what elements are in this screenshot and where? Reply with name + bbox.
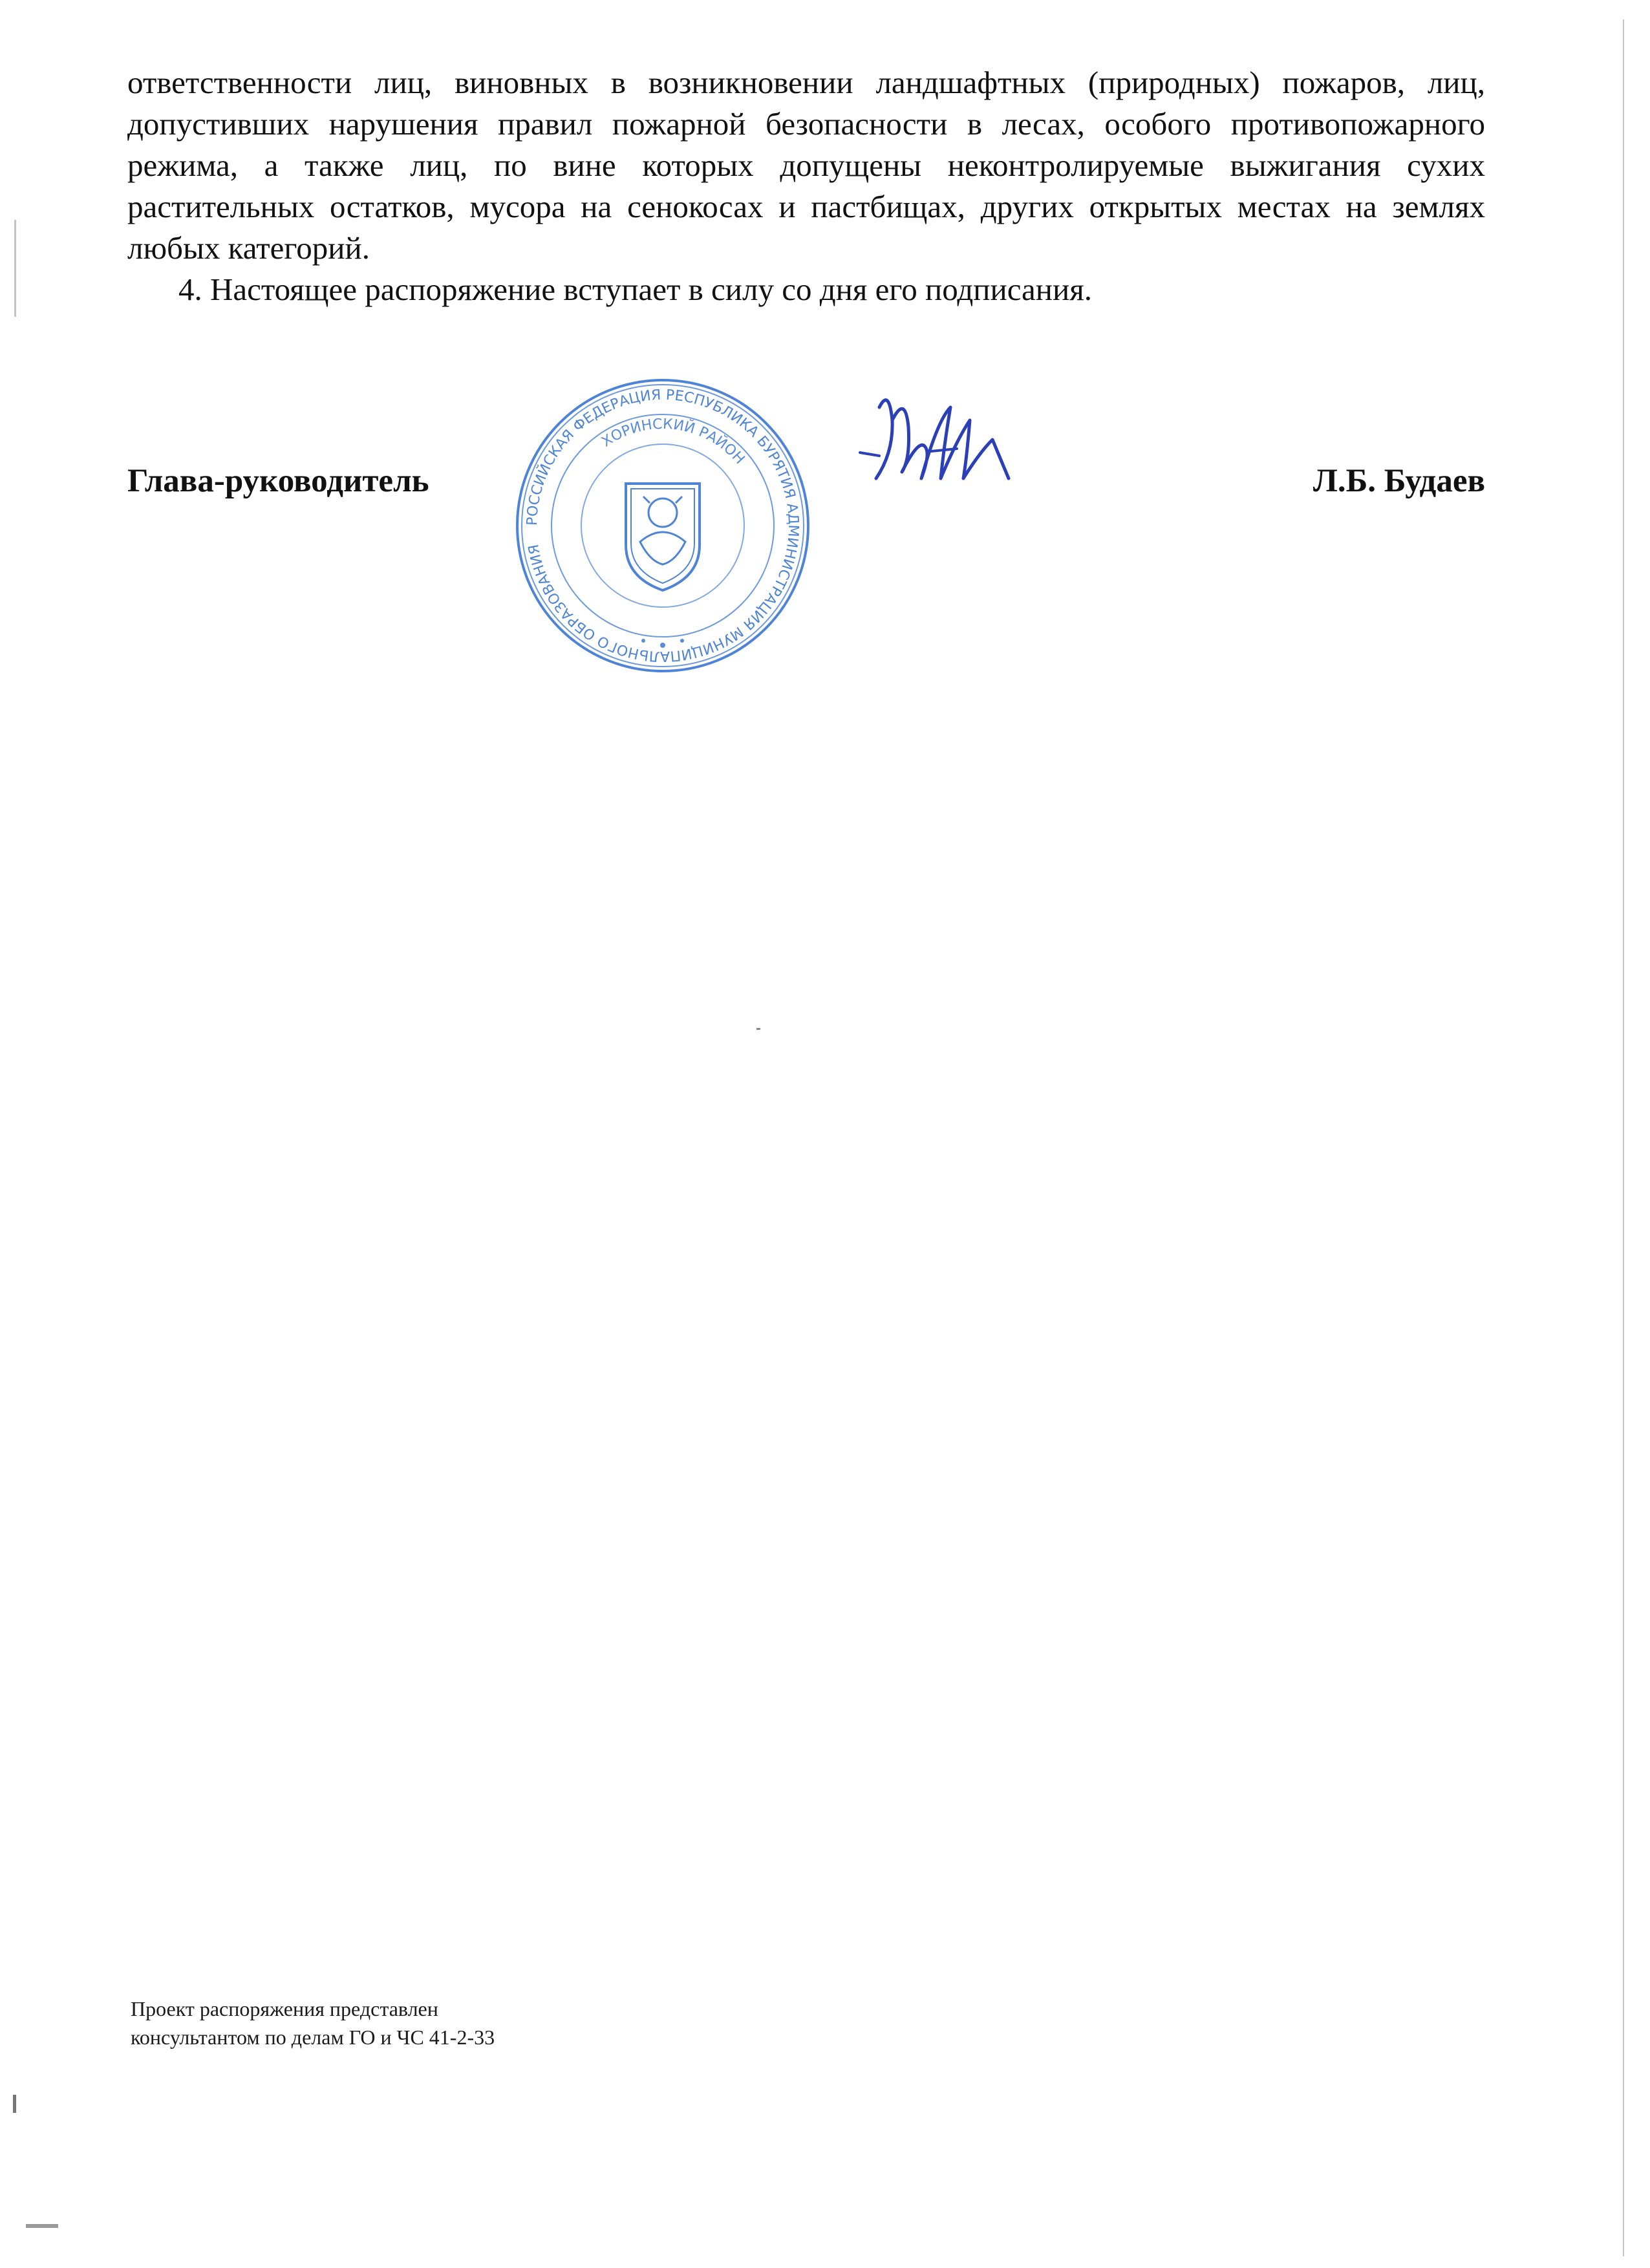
stamp-inner-text: ХОРИНСКИЙ РАЙОН — [599, 416, 748, 467]
scan-artifact — [13, 2095, 16, 2113]
scan-artifact — [756, 1028, 760, 1030]
scan-edge-line — [1623, 19, 1624, 2256]
stamp-outer-text: РОССИЙСКАЯ ФЕДЕРАЦИЯ РЕСПУБЛИКА БУРЯТИЯ АДМИНИСТРАЦИЯ МУНИЦИПАЛЬНОГО ОБРАЗОВАНИЯ — [524, 387, 802, 665]
item-4: 4. Настоящее распоряжение вступает в силу со дня его подписания. — [178, 272, 1093, 307]
footer-line-1: Проект распоряжения представлен — [131, 1997, 438, 2020]
signature-block — [127, 462, 1485, 508]
signatory-title: Глава-руководитель — [127, 463, 429, 499]
paragraph-continuation: ответственности лиц, виновных в возникновении ландшафтных (природных) пожаров, лиц, допустивших нарушения правил пожарной безопасности в лесах, особого противопожарного режима, а также лиц, по вине которых допущены неконтролируемые выжигания сухих растительных остатков, мусора на сенокосах и пастбищах, других открытых местах на землях любых категорий. — [127, 65, 1485, 266]
official-stamp — [511, 374, 815, 678]
document-body — [127, 62, 1485, 310]
footer-line-2: консультантом по делам ГО и ЧС 41-2-33 — [131, 2026, 495, 2049]
scan-artifact — [26, 2224, 58, 2228]
scan-artifact — [14, 220, 16, 317]
signatory-name: Л.Б. Будаев — [1312, 463, 1485, 499]
footer-note — [131, 1995, 495, 2051]
